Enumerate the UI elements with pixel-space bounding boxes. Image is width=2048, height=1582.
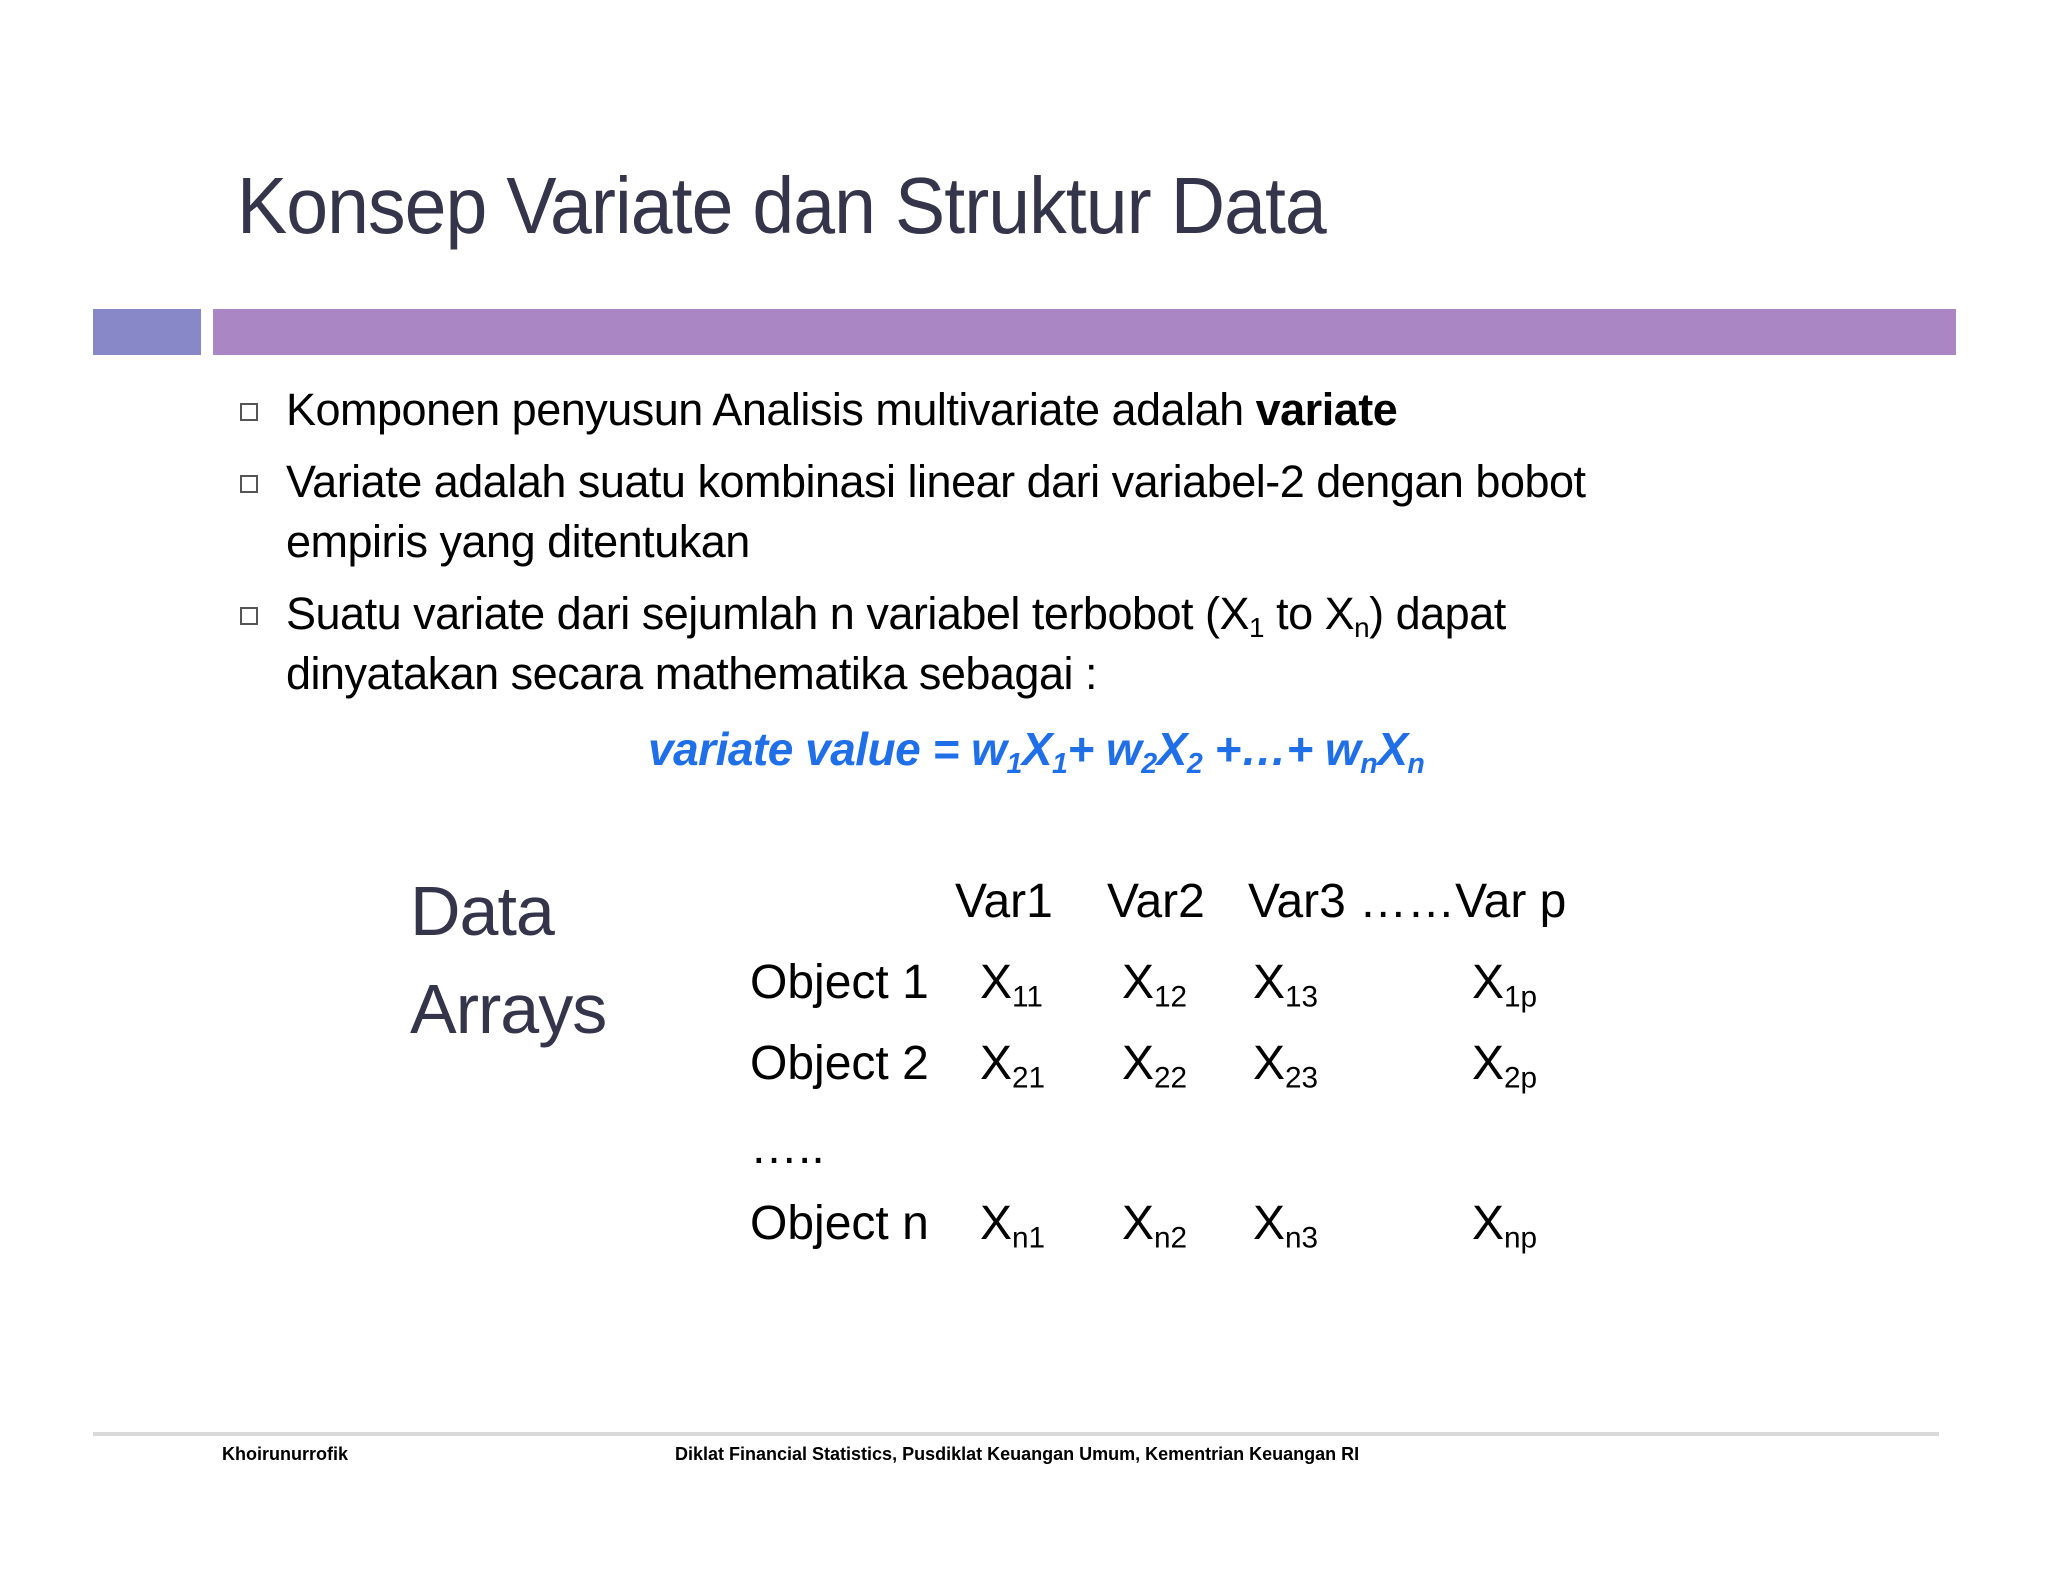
formula-text: variate value = w bbox=[648, 723, 1007, 775]
row-label-text: ….. bbox=[750, 1121, 825, 1174]
array-cell-text: X bbox=[1122, 1197, 1155, 1250]
array-cell-text: X bbox=[1472, 1197, 1505, 1250]
array-cell bbox=[1472, 955, 1538, 1014]
array-cell-subscript: 2p bbox=[1504, 1061, 1538, 1095]
footer-course: Diklat Financial Statistics, Pusdiklat Keuangan Umum, Kementrian Keuangan RI bbox=[675, 1444, 1360, 1464]
array-cell bbox=[980, 1196, 1046, 1255]
column-header-text: Var3 ……Var p bbox=[1248, 875, 1567, 928]
array-cell-subscript: np bbox=[1504, 1221, 1538, 1255]
row-label bbox=[750, 1120, 825, 1175]
row-label bbox=[750, 1196, 929, 1251]
array-cell-subscript: n2 bbox=[1154, 1221, 1188, 1255]
array-cell-text: X bbox=[980, 1197, 1013, 1250]
array-cell bbox=[1122, 1036, 1188, 1095]
bullet-item bbox=[240, 584, 1860, 704]
bullet-item bbox=[240, 452, 1860, 572]
row-label-text: Object 2 bbox=[750, 1037, 929, 1090]
row-label bbox=[750, 955, 929, 1010]
row-label-text: Object 1 bbox=[750, 956, 929, 1009]
array-cell-subscript: 1p bbox=[1504, 980, 1538, 1014]
array-cell-subscript: 12 bbox=[1154, 980, 1188, 1014]
array-cell-subscript: 22 bbox=[1154, 1061, 1188, 1095]
formula-text: X bbox=[1156, 723, 1187, 775]
array-cell-text: X bbox=[1472, 956, 1505, 1009]
accent-bar-left bbox=[93, 309, 201, 355]
data-arrays-title-line: Data bbox=[410, 872, 554, 950]
formula-subscript: n bbox=[1360, 747, 1378, 780]
bullet-text: to X bbox=[1264, 588, 1355, 639]
array-cell-text: X bbox=[980, 1037, 1013, 1090]
square-bullet-icon bbox=[240, 475, 258, 493]
array-cell bbox=[980, 1036, 1046, 1095]
formula-text: +…+ w bbox=[1202, 723, 1361, 775]
array-cell-text: X bbox=[1253, 1037, 1286, 1090]
array-cell-subscript: 11 bbox=[1012, 980, 1043, 1014]
array-cell bbox=[1122, 1196, 1188, 1255]
formula-subscript: 2 bbox=[1186, 747, 1203, 780]
data-arrays-title-line: Arrays bbox=[410, 970, 607, 1048]
formula-subscript: 1 bbox=[1052, 747, 1068, 780]
array-cell-text: X bbox=[980, 956, 1013, 1009]
array-cell bbox=[1472, 1036, 1538, 1095]
formula-text: + w bbox=[1067, 723, 1142, 775]
array-cell-text: X bbox=[1253, 956, 1286, 1009]
formula-subscript: 1 bbox=[1006, 747, 1022, 780]
array-cell bbox=[1253, 955, 1319, 1014]
bullet-list bbox=[240, 380, 1860, 716]
array-cell-subscript: 13 bbox=[1285, 980, 1319, 1014]
array-cell-text: X bbox=[1253, 1197, 1286, 1250]
array-cell-text: X bbox=[1122, 956, 1155, 1009]
accent-bar-right bbox=[213, 309, 1956, 355]
bullet-subscript: n bbox=[1354, 611, 1370, 643]
data-arrays-title bbox=[410, 862, 606, 1058]
square-bullet-icon bbox=[240, 607, 258, 625]
array-cell-subscript: 21 bbox=[1012, 1061, 1046, 1095]
array-cell bbox=[1472, 1196, 1538, 1255]
array-cell-subscript: n1 bbox=[1012, 1221, 1046, 1255]
bullet-text: ) dapat bbox=[1369, 588, 1506, 639]
formula-subscript: 2 bbox=[1141, 747, 1157, 780]
column-header bbox=[1248, 874, 1566, 929]
array-cell-subscript: 23 bbox=[1285, 1061, 1319, 1095]
array-cell bbox=[1253, 1196, 1319, 1255]
bullet-text: Komponen penyusun Analisis multivariate adalah bbox=[286, 384, 1256, 435]
array-cell-text: X bbox=[1122, 1037, 1155, 1090]
array-cell bbox=[1253, 1036, 1319, 1095]
bullet-text: empiris yang ditentukan bbox=[286, 516, 750, 567]
column-header-text: Var2 bbox=[1107, 875, 1205, 928]
row-label-text: Object n bbox=[750, 1197, 929, 1250]
column-header-text: Var1 bbox=[955, 875, 1053, 928]
bullet-text: Variate adalah suatu kombinasi linear dari variabel-2 dengan bobot bbox=[286, 456, 1586, 507]
column-header bbox=[1107, 874, 1205, 929]
row-label bbox=[750, 1036, 929, 1091]
column-header bbox=[955, 874, 1053, 929]
bullet-subscript: 1 bbox=[1249, 611, 1265, 643]
bullet-item bbox=[240, 380, 1860, 440]
slide-title: Konsep Variate dan Struktur Data bbox=[237, 161, 1326, 250]
formula-text: X bbox=[1377, 723, 1408, 775]
array-cell-subscript: n3 bbox=[1285, 1221, 1319, 1255]
bullet-text: dinyatakan secara mathematika sebagai : bbox=[286, 648, 1097, 699]
square-bullet-icon bbox=[240, 403, 258, 421]
formula-text: X bbox=[1021, 723, 1052, 775]
footer-divider bbox=[93, 1432, 1939, 1436]
array-cell bbox=[1122, 955, 1188, 1014]
formula-subscript: n bbox=[1407, 747, 1425, 780]
bullet-text: Suatu variate dari sejumlah n variabel terbobot (X bbox=[286, 588, 1250, 639]
footer-author: Khoirunurrofik bbox=[222, 1444, 348, 1464]
variate-formula bbox=[648, 722, 1425, 780]
bullet-text: variate bbox=[1255, 384, 1398, 435]
array-cell-text: X bbox=[1472, 1037, 1505, 1090]
array-cell bbox=[980, 955, 1043, 1014]
